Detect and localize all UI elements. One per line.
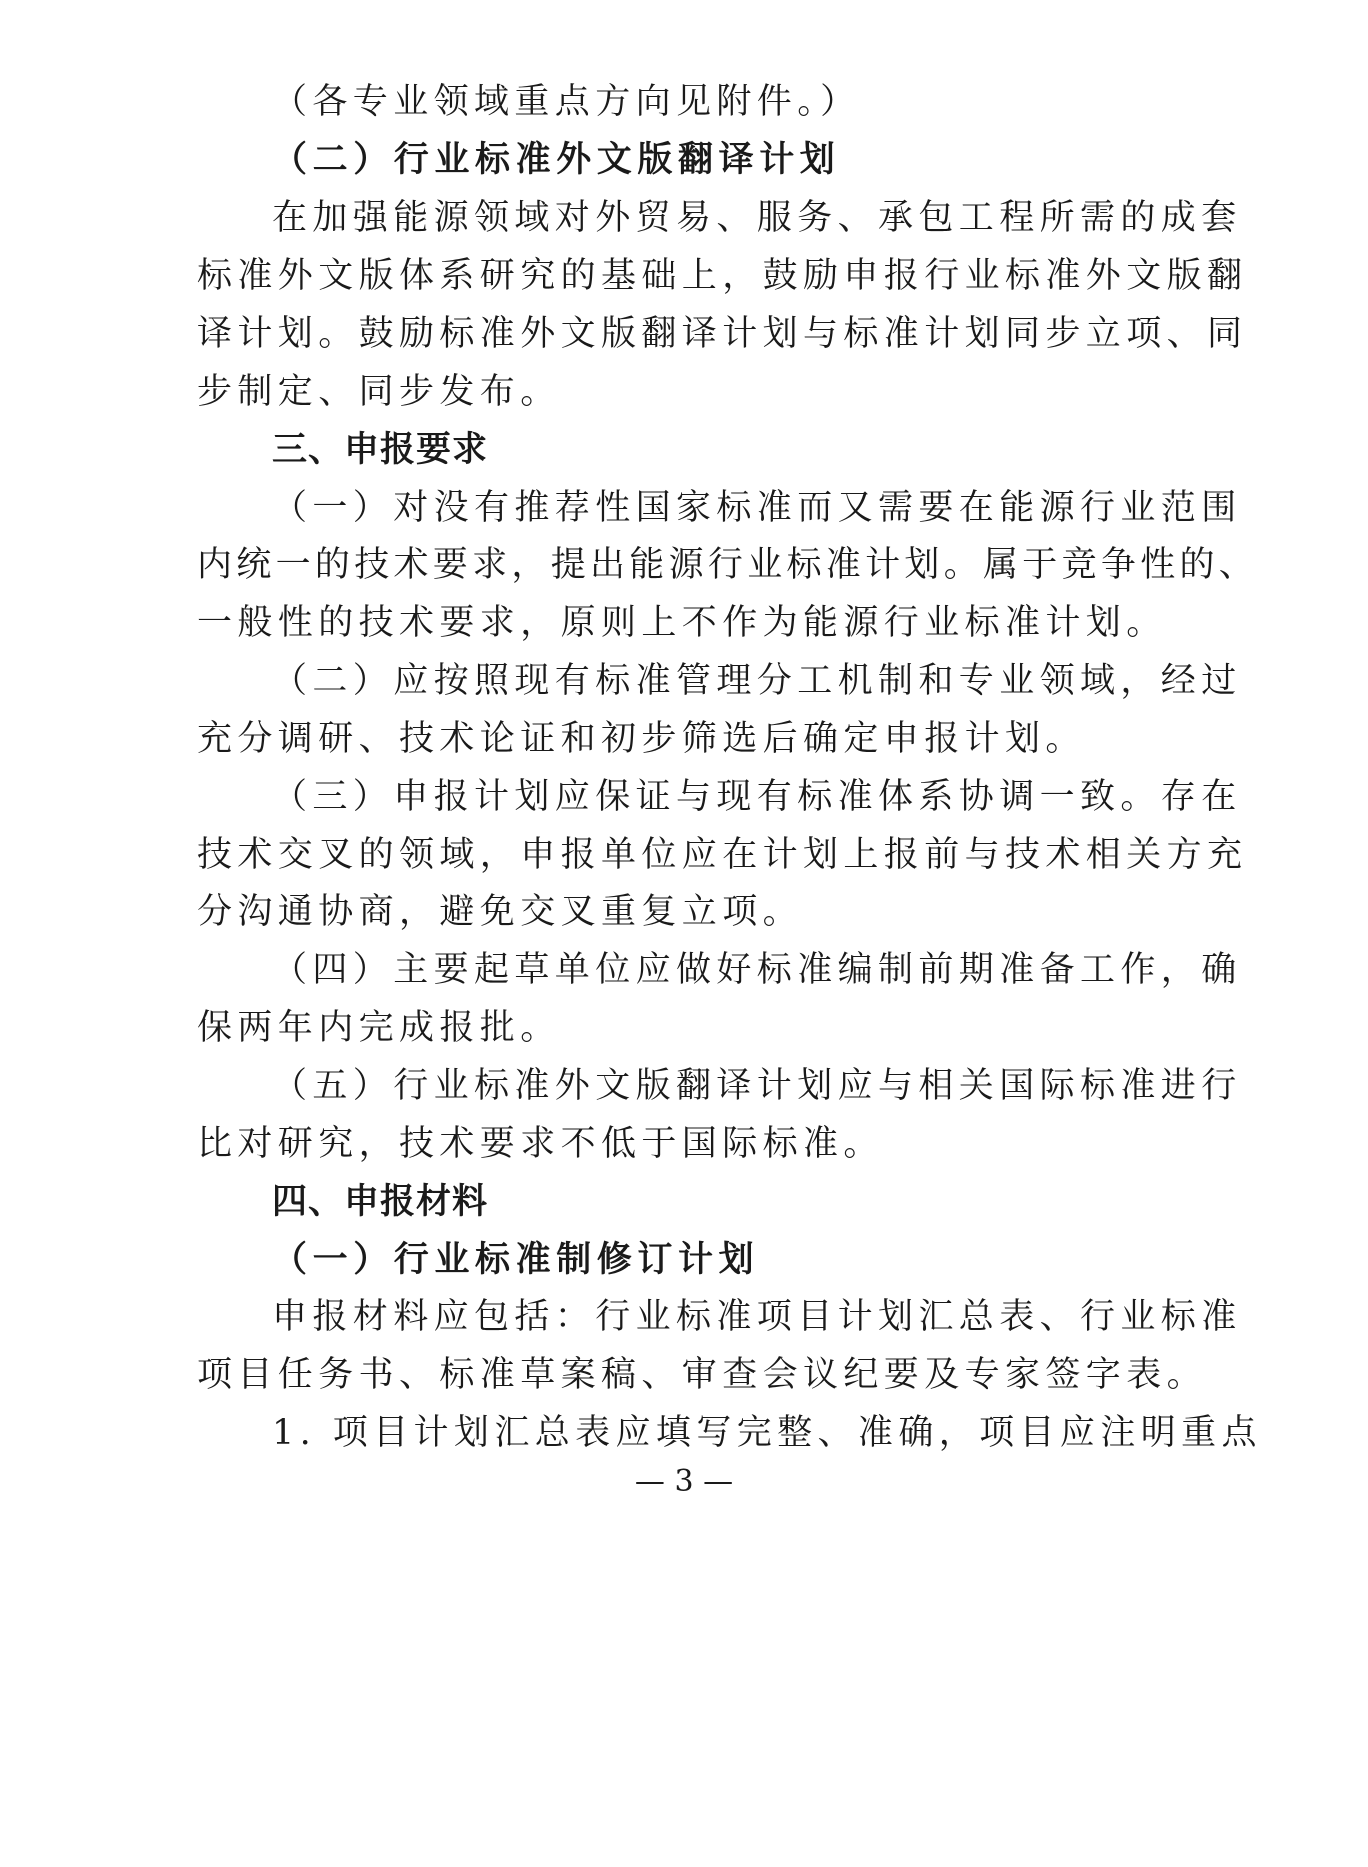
paragraph-line: （三）申报计划应保证与现有标准体系协调一致。存在 — [272, 777, 1242, 817]
paragraph-line: 译计划。鼓励标准外文版翻译计划与标准计划同步立项、同 — [197, 314, 1248, 354]
paragraph-line: 内统一的技术要求，提出能源行业标准计划。属于竞争性的、 — [197, 545, 1259, 585]
paragraph-line: （五）行业标准外文版翻译计划应与相关国际标准进行 — [272, 1066, 1242, 1106]
paragraph-line: 保两年内完成报批。 — [197, 1008, 561, 1048]
page-number: — 3 — — [634, 1464, 734, 1499]
paragraph-line: 1. 项目计划汇总表应填写完整、准确，项目应注明重点 — [272, 1413, 1262, 1453]
paragraph-line: 技术交叉的领域，申报单位应在计划上报前与技术相关方充 — [197, 835, 1248, 875]
paragraph-line: （一）对没有推荐性国家标准而又需要在能源行业范围 — [272, 488, 1242, 528]
paragraph-line: 充分调研、技术论证和初步筛选后确定申报计划。 — [197, 719, 1086, 759]
paragraph-line: 在加强能源领域对外贸易、服务、承包工程所需的成套 — [272, 198, 1242, 238]
paragraph-line: 项目任务书、标准草案稿、审查会议纪要及专家签字表。 — [197, 1355, 1208, 1395]
section-heading: 三、申报要求 — [272, 430, 489, 470]
paragraph-line: 分沟通协商，避免交叉重复立项。 — [197, 892, 804, 932]
paragraph-line: 一般性的技术要求，原则上不作为能源行业标准计划。 — [197, 603, 1167, 643]
paragraph-line: 比对研究，技术要求不低于国际标准。 — [197, 1124, 884, 1164]
paragraph-line: 申报材料应包括：行业标准项目计划汇总表、行业标准 — [272, 1297, 1242, 1337]
paragraph-line: 步制定、同步发布。 — [197, 372, 561, 412]
section-heading: 四、申报材料 — [272, 1182, 489, 1222]
paragraph-line: （各专业领域重点方向见附件。） — [272, 82, 861, 122]
paragraph-line: （四）主要起草单位应做好标准编制前期准备工作，确 — [272, 950, 1242, 990]
section-subheading: （二）行业标准外文版翻译计划 — [272, 139, 841, 180]
paragraph-line: 标准外文版体系研究的基础上，鼓励申报行业标准外文版翻 — [197, 256, 1248, 296]
section-subheading: （一）行业标准制修订计划 — [272, 1239, 760, 1280]
paragraph-line: （二）应按照现有标准管理分工机制和专业领域，经过 — [272, 661, 1242, 701]
